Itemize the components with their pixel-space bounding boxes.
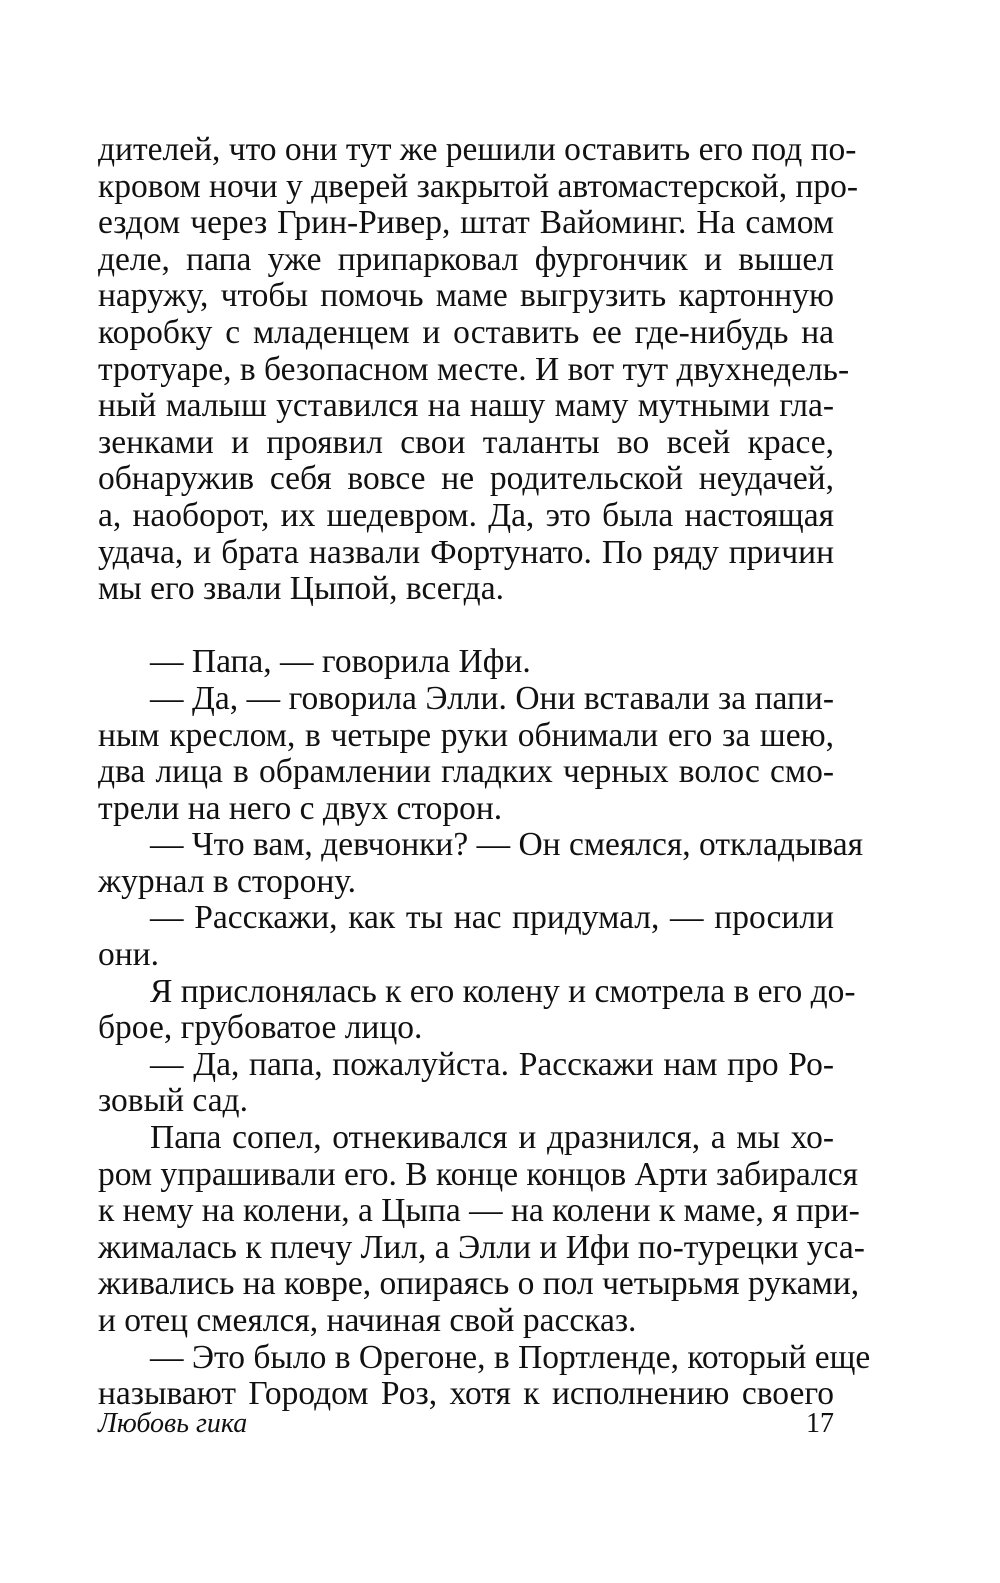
text-line: трели на него с двух сторон.: [98, 789, 503, 827]
text-line: мы его звали Цыпой, всегда.: [98, 570, 504, 608]
text-line: ным креслом, в четыре руки обнимали его за шею,: [98, 716, 834, 754]
text-line: удача, и брата назвали Фортунато. По ряду причин: [98, 533, 834, 571]
body-text: [98, 131, 871, 1413]
text-line: к нему на колени, а Цыпа — на колени к маме, я при-: [98, 1192, 860, 1230]
text-line: Я прислонялась к его колену и смотрела в его до-: [150, 972, 856, 1010]
text-line: кровом ночи у дверей закрытой автомастерской, про-: [98, 167, 859, 205]
text-line: ный малыш уставился на нашу маму мутными гла-: [98, 387, 834, 425]
text-line: обнаружив себя вовсе не родительской неудачей,: [98, 460, 834, 498]
text-line: брое, грубоватое лицо.: [98, 1009, 423, 1047]
text-line: тротуаре, в безопасном месте. И вот тут двухнедель-: [98, 350, 850, 388]
text-line: а, наоборот, их шедевром. Да, это была настоящая: [98, 496, 834, 534]
text-line: называют Городом Роз, хотя к исполнению своего: [98, 1375, 834, 1413]
page-number: 17: [806, 1408, 834, 1439]
text-line: — Расскажи, как ты нас придумал, — просили: [150, 899, 834, 937]
text-line: и отец смеялся, начиная свой рассказ.: [98, 1302, 637, 1339]
text-line: коробку с младенцем и оставить ее где-нибудь на: [98, 313, 834, 351]
text-line: — Да, — говорила Элли. Они вставали за папи-: [150, 679, 834, 717]
page-footer: [98, 1404, 834, 1444]
text-line: зовый сад.: [98, 1082, 248, 1120]
running-title: Любовь гика: [98, 1408, 248, 1439]
text-line: два лица в обрамлении гладких черных волос смо-: [98, 753, 834, 791]
text-line: — Это было в Орегоне, в Портленде, который еще: [150, 1338, 871, 1376]
text-line: живались на ковре, опираясь о пол четырьмя руками,: [98, 1265, 860, 1303]
text-line: — Папа, — говорила Ифи.: [150, 643, 531, 681]
text-line: ездом через Грин-Ривер, штат Вайоминг. На самом: [98, 204, 834, 242]
text-line: деле, папа уже припарковал фургончик и вышел: [98, 240, 834, 278]
text-line: дителей, что они тут же решили оставить его под по-: [98, 131, 857, 168]
text-line: наружу, чтобы помочь маме выгрузить картонную: [98, 277, 834, 315]
text-line: — Что вам, девчонки? — Он смеялся, откладывая: [150, 826, 864, 864]
section-break: [98, 608, 834, 645]
text-line: зенками и проявил свои таланты во всей красе,: [98, 423, 834, 461]
text-line: они.: [98, 936, 159, 974]
text-line: журнал в сторону.: [98, 862, 357, 900]
text-line: жималась к плечу Лил, а Элли и Ифи по-турецки уса-: [98, 1228, 865, 1266]
text-line: Папа сопел, отнекивался и дразнился, а мы хо-: [150, 1119, 834, 1157]
text-line: ром упрашивали его. В конце концов Арти забирался: [98, 1155, 858, 1193]
text-line: — Да, папа, пожалуйста. Расскажи нам про Ро-: [150, 1045, 834, 1083]
